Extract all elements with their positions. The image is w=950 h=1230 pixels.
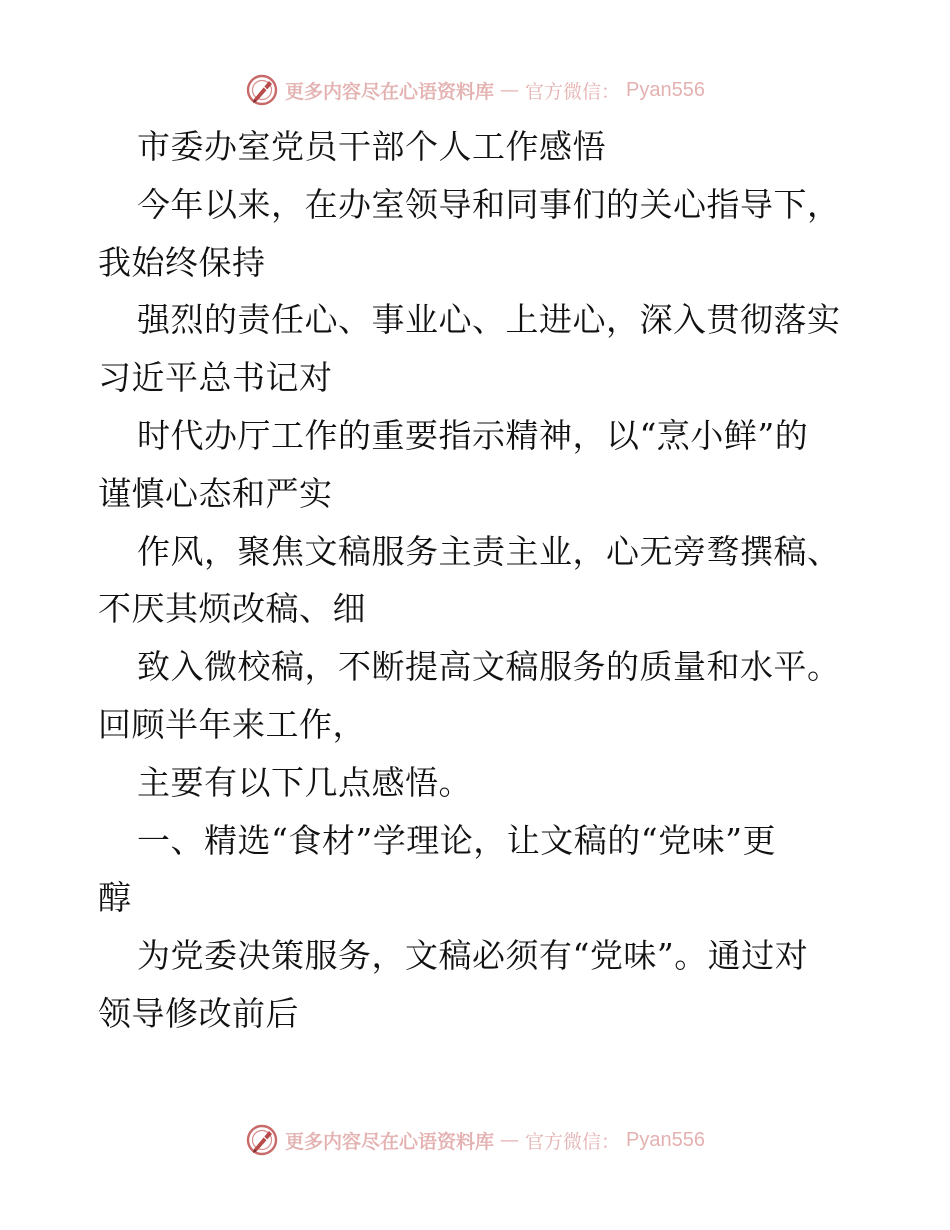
text-line: 一、精选“食材”学理论，让文稿的“党味”更 (137, 820, 776, 860)
header-watermark (0, 70, 950, 110)
watermark-contact-id: Pyan556 (626, 78, 705, 101)
text-line: 不厌其烦改稿、细 (98, 589, 366, 629)
text-line: 为党委决策服务，文稿必须有“党味”。通过对 (137, 936, 809, 976)
text-line: 今年以来，在办室领导和同事们的关心指导下， (137, 184, 841, 224)
document-title: 市委办室党员干部个人工作感悟 (137, 127, 606, 166)
text-line: 强烈的责任心、事业心、上进心，深入贯彻落实 (137, 300, 841, 340)
watermark-separator: — (500, 79, 520, 101)
quill-seal-logo-icon (245, 73, 279, 107)
watermark-contact-label: 官方微信： (525, 80, 621, 103)
watermark-contact-id: Pyan556 (626, 1128, 705, 1151)
quill-seal-logo-icon (245, 1123, 279, 1157)
text-line: 习近平总书记对 (98, 358, 333, 398)
text-line: 作风，聚焦文稿服务主责主业，心无旁骛撰稿、 (137, 531, 841, 571)
text-line: 主要有以下几点感悟。 (137, 762, 472, 802)
footer-watermark (0, 1120, 950, 1160)
text-line: 领导修改前后 (98, 993, 299, 1033)
text-line: 谨慎心态和严实 (98, 473, 333, 513)
text-line: 回顾半年来工作， (98, 704, 366, 744)
watermark-contact-label: 官方微信： (525, 1130, 621, 1153)
document-body (98, 118, 853, 1043)
watermark-separator: — (500, 1129, 520, 1151)
text-line: 致入微校稿，不断提高文稿服务的质量和水平。 (137, 647, 841, 687)
text-line: 我始终保持 (98, 242, 266, 282)
text-line: 醇 (98, 878, 132, 918)
watermark-site-text: 更多内容尽在心语资料库 (285, 1130, 495, 1153)
watermark-site-text: 更多内容尽在心语资料库 (285, 80, 495, 103)
text-line: 时代办厅工作的重要指示精神，以“烹小鲜”的 (137, 415, 809, 455)
